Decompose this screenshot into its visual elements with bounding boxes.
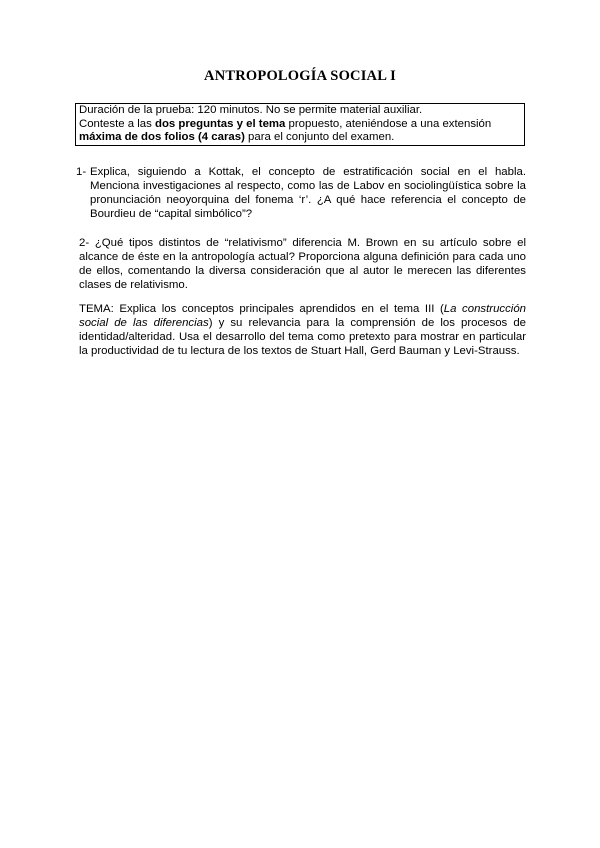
instructions-text: para el conjunto del examen. bbox=[244, 131, 395, 143]
question-1-text: Explica, siguiendo a Kottak, el concepto de estratificación social en el habla. Menciona investigaciones al respecto, como las de Labov en sociolingüística sobre la pronunciación neoyorquina del fonema ‘r’. ¿A qué hace referencia el concepto de Bourdieu de “capital simbólico”? bbox=[90, 166, 526, 220]
tema-italic-title: La construcción social de las diferencias bbox=[79, 303, 526, 329]
instructions-bold-questions: dos preguntas y el tema bbox=[154, 117, 286, 130]
instructions-box bbox=[75, 103, 525, 146]
tema-text: TEMA: Explica los conceptos principales aprendidos en el tema III ( bbox=[79, 303, 444, 315]
instructions-bold-length: máxima de dos folios (4 caras) bbox=[79, 131, 245, 143]
tema-section bbox=[79, 302, 526, 358]
question-1 bbox=[76, 165, 526, 221]
instructions-extension bbox=[79, 118, 521, 145]
tema-text: ) y su relevancia para la comprensión de los procesos de identidad/alteridad. Usa el desarrollo del tema como pretexto para mostrar en particular la productividad de tu lectura de los textos de Stuart Hall, Gerd Bauman y Levi-Strauss. bbox=[79, 317, 526, 357]
question-2: 2- ¿Qué tipos distintos de “relativismo” diferencia M. Brown en su artículo sobre el alcance de éste en la antropología actual? Proporciona alguna definición para cada uno de ellos, comentando la diversa consideración que al autor le merecen las diferentes clases de relativismo. bbox=[79, 237, 526, 291]
instructions-text: propuesto, ateniéndose a una extensión bbox=[285, 117, 492, 130]
instructions-text: Conteste a las bbox=[79, 117, 155, 130]
instructions-duration: Duración de la prueba: 120 minutos. No se permite material auxiliar. bbox=[79, 104, 423, 116]
question-1-number: 1- bbox=[76, 166, 87, 178]
page-title: ANTROPOLOGÍA SOCIAL I bbox=[204, 68, 396, 84]
